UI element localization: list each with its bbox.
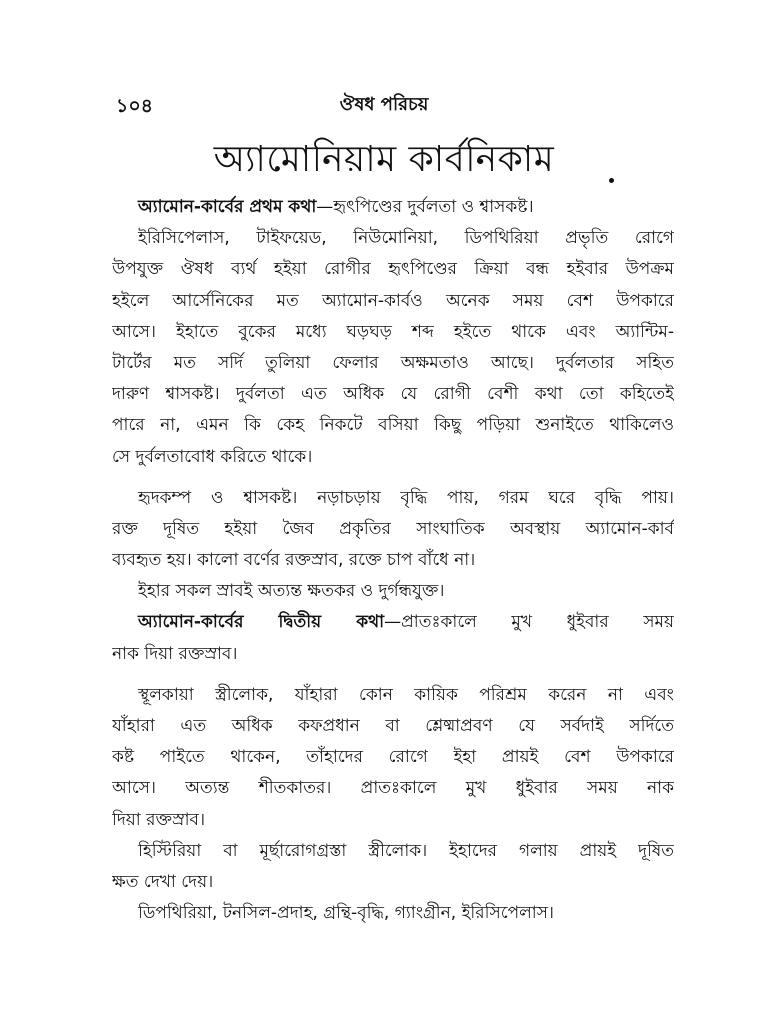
text-line: দিয়া রক্তস্রাব।	[112, 809, 206, 830]
section-second	[112, 607, 674, 669]
paragraph-5	[112, 836, 674, 898]
page-title: অ্যামোনিয়াম কার্বনিকাম	[213, 139, 555, 180]
text-line: সে দুর্বলতাবোধ করিতে থাকে।	[112, 446, 313, 467]
text-line: হৃদকম্প ও শ্বাসকষ্ট। নড়াচড়ায় বৃদ্ধি পায়, গরম ঘরে বৃদ্ধি পায়।	[138, 487, 674, 508]
ink-dot	[609, 178, 614, 183]
page-number: ১০৪	[116, 95, 154, 117]
text-line: উপযুক্ত ঔষধ ব্যর্থ হইয়া রোগীর হৃৎপিণ্ডের ক্রিয়া বন্ধ হইবার উপক্রম	[112, 259, 674, 280]
text-line: ইরিসিপেলাস, টাইফয়েড, নিউমোনিয়া, ডিপথিরিয়া প্রভৃতি রোগে	[138, 228, 674, 249]
text-line: ব্যবহৃত হয়। কালো বর্ণের রক্তস্রাব, রক্তে চাপ বাঁধে না।	[112, 550, 476, 571]
text-line: পারে না, এমন কি কেহ নিকটে বসিয়া কিছু পড়িয়া শুনাইতে থাকিলেও	[112, 415, 674, 436]
section-heading-first	[112, 192, 674, 223]
text-line: আসে। ইহাতে বুকের মধ্যে ঘড়ঘড় শব্দ হইতে থাকে এবং অ্যান্টিম-	[112, 321, 674, 342]
text-line: স্থূলকায়া স্ত্রীলোক, যাঁহারা কোন কায়িক পরিশ্রম করেন না এবং	[138, 684, 674, 705]
text-line: দারুণ শ্বাসকষ্ট। দুর্বলতা এত অধিক যে রোগী বেশী কথা তো কহিতেই	[112, 384, 674, 405]
body-text	[112, 192, 674, 929]
section-heading-label: অ্যামোন-কার্বের দ্বিতীয় কথা	[138, 612, 385, 633]
text-line: আসে। অত্যন্ত শীতকাতর। প্রাতঃকালে মুখ ধুইবার সময় নাক	[112, 778, 674, 799]
text-line: ক্ষত দেখা দেয়।	[112, 871, 214, 892]
paragraph-6	[112, 898, 674, 929]
text-line: ইহার সকল স্রাবই অত্যন্ত ক্ষতকর ও দুর্গন্ধযুক্ত।	[138, 581, 445, 602]
section-heading-rest: —হৃৎপিণ্ডের দুর্বলতা ও শ্বাসকষ্ট।	[316, 197, 534, 217]
running-title: ঔষধ পরিচয়	[339, 94, 429, 115]
text-line: নাক দিয়া রক্তস্রাব।	[112, 643, 238, 664]
paragraph-2	[112, 483, 674, 577]
section-heading-label: অ্যামোন-কার্বের প্রথম কথা	[138, 197, 317, 217]
text-line: টার্টের মত সর্দি তুলিয়া ফেলার অক্ষমতাও আছে। দুর্বলতার সহিত	[112, 352, 674, 373]
section-heading-second	[112, 607, 674, 638]
text-line: যাঁহারা এত অধিক কফপ্রধান বা শ্লেষ্মাপ্রবণ যে সর্বদাই সর্দিতে	[112, 716, 674, 736]
paragraph-1	[112, 223, 674, 473]
section-heading-rest: —প্রাতঃকালে মুখ ধুইবার সময়	[384, 612, 674, 633]
text-line: হইলে আর্সেনিকের মত অ্যামোন-কার্বও অনেক সময় বেশ উপকারে	[112, 290, 674, 311]
paragraph-3	[112, 576, 674, 607]
paragraph-4	[112, 680, 674, 836]
text-line: ডিপথিরিয়া, টনসিল-প্রদাহ, গ্রন্থি-বৃদ্ধি, গ্যাংগ্রীন, ইরিসিপেলাস।	[138, 903, 555, 924]
text-line: রক্ত দূষিত হইয়া জৈব প্রকৃতির সাংঘাতিক অবস্থায় অ্যামোন-কার্ব	[112, 518, 674, 539]
text-line: কষ্ট পাইতে থাকেন, তাঁহাদের রোগে ইহা প্রায়ই বেশ উপকারে	[112, 747, 674, 768]
text-line: হিস্টিরিয়া বা মূর্ছারোগগ্রস্তা স্ত্রীলোক। ইহাদের গলায় প্রায়ই দূষিত	[138, 840, 674, 861]
